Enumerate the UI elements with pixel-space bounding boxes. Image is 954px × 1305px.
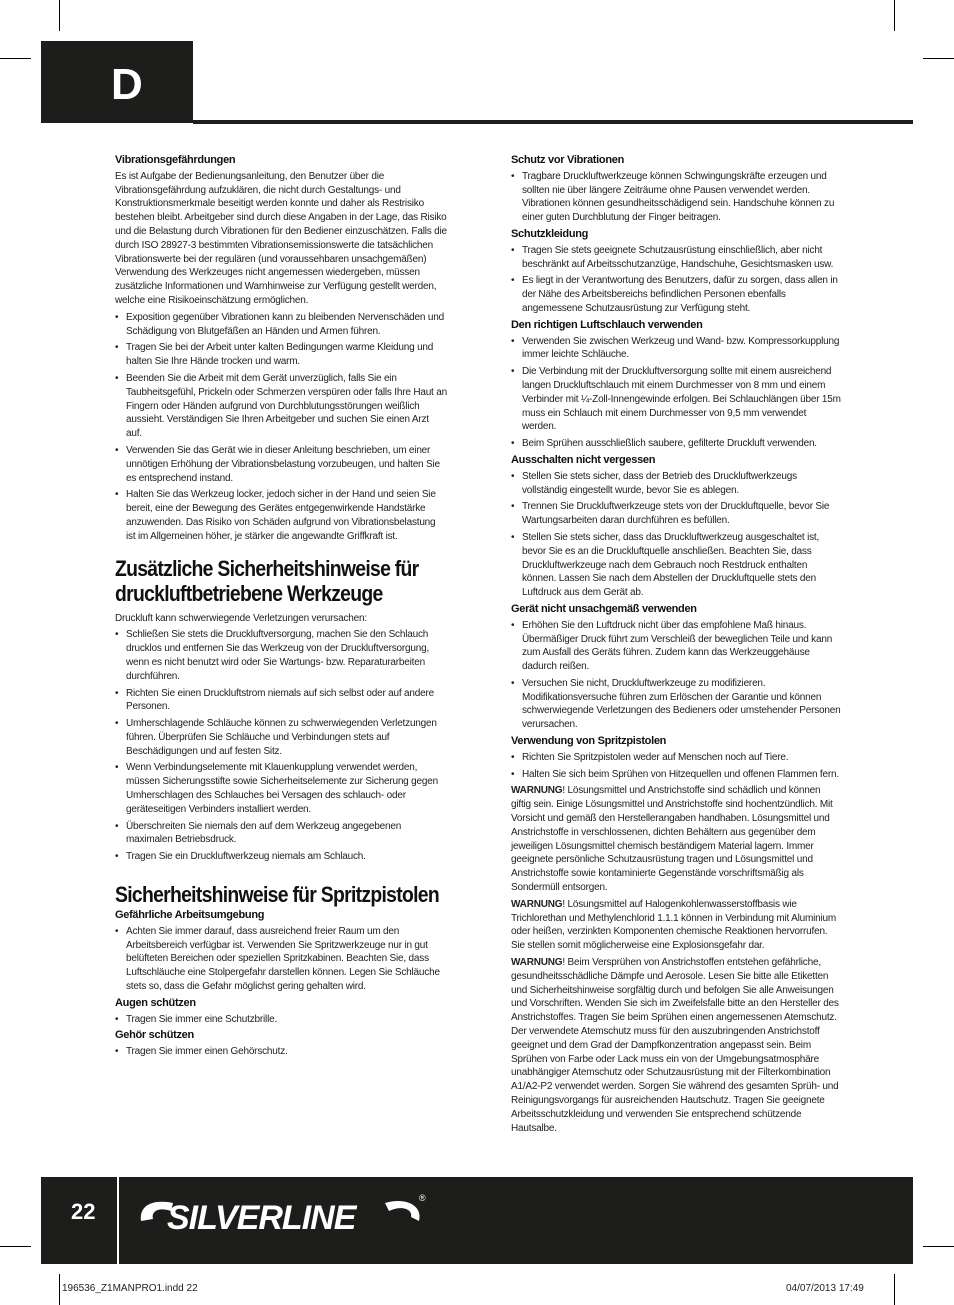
list-item: • Beenden Sie die Arbeit mit dem Gerät unverzüglich, falls Sie ein Taubheitsgefühl, Prickeln oder Schmerzen verspüren oder falls Ihre Haut an Fingern oder Händen aufgrund von Durchblutungsstörungen weißlich aussieht. Verständigen Sie Ihren Arbeitgeber und suchen Sie einen Arzt auf. xyxy=(115,372,447,441)
warning-label: WARNUNG xyxy=(511,898,563,910)
list-item: • Überschreiten Sie niemals den auf dem Werkzeug angegebenen maximalen Betriebsdruck. xyxy=(115,820,447,848)
warning-halogen xyxy=(511,898,841,953)
crop-mark xyxy=(923,58,954,59)
heading-pneumatic-safety: Zusätzliche Sicherheitshinweise für druckluftbetriebene Werkzeuge xyxy=(115,555,419,606)
crop-mark xyxy=(0,58,31,59)
hearing-list xyxy=(115,1045,447,1059)
page-number-box xyxy=(41,1177,117,1264)
date-slug: 04/07/2013 17:49 xyxy=(786,1283,864,1294)
list-item: • Stellen Sie stets sicher, dass der Betrieb des Druckluftwerkzeugs vollständig eingestellt wurde, bevor Sie es ablegen. xyxy=(511,470,841,498)
list-item: • Richten Sie Spritzpistolen weder auf Menschen noch auf Tiere. xyxy=(511,751,841,765)
section-title-vibration-hazards: Vibrationsgefährdungen xyxy=(115,154,236,166)
crop-mark xyxy=(894,1274,895,1305)
crop-mark xyxy=(0,1246,31,1247)
logo-wordmark: SILVERLINE xyxy=(167,1199,356,1237)
section-title-protective-clothing: Schutzkleidung xyxy=(511,227,589,240)
footer-bar xyxy=(41,1177,913,1264)
warning-label: WARNUNG xyxy=(511,957,563,969)
language-tab xyxy=(41,41,193,123)
list-item: • Erhöhen Sie den Luftdruck nicht über das empfohlene Maß hinaus. Übermäßiger Druck führt zum Verschleiß der beweglichen Teile und kann zum Ausfall des Geräts führen. Zudem kann das Werkzeuggehäuse dadurch reißen. xyxy=(511,619,841,674)
section-title-eyes: Augen schützen xyxy=(115,996,196,1009)
heading-spray-gun-safety: Sicherheitshinweise für Spritzpistolen xyxy=(115,882,439,908)
list-item: • Umherschlagende Schläuche können zu schwerwiegenden Verletzungen führen. Überprüfen Sie Schläuche und Verbindungen stets auf Beschädigungen und auf festen Sitz. xyxy=(115,717,447,758)
crop-mark xyxy=(59,1274,60,1305)
file-slug: 196536_Z1MANPRO1.indd 22 xyxy=(62,1283,198,1294)
section-title-air-hose: Den richtigen Luftschlauch verwenden xyxy=(511,318,703,331)
list-item: • Es liegt in der Verantwortung des Benutzers, dafür zu sorgen, dass allen in der Nähe des Arbeitsbereichs befindlichen Personen ebenfalls angemessene Schutzausrüstung zur Verfügung steht. xyxy=(511,274,841,315)
section-title-switch-off: Ausschalten nicht vergessen xyxy=(511,453,656,466)
list-item: • Tragen Sie bei der Arbeit unter kalten Bedingungen warme Kleidung und halten Sie Ihre Hände trocken und warm. xyxy=(115,341,447,369)
right-column xyxy=(511,152,841,1138)
section-title-hearing: Gehör schützen xyxy=(115,1029,194,1042)
list-item: • Tragen Sie stets geeignete Schutzausrüstung einschließlich, aber nicht beschränkt auf Arbeitsschutzanzüge, Handschuhe, Gesichtsmasken usw. xyxy=(511,244,841,272)
pneumatic-list xyxy=(115,628,447,864)
section-title-environment: Gefährliche Arbeitsumgebung xyxy=(115,909,265,922)
list-item: • Wenn Verbindungselemente mit Klauenkupplung verwendet werden, müssen Sicherungsstifte sowie Sicherheitselemente zur Sicherung gegen Umherschlagen des Schlauches bei Versagen des schlauch- oder geräteseitigen Verbinders installiert werden. xyxy=(115,761,447,816)
section-title-vibration-protection: Schutz vor Vibrationen xyxy=(511,154,624,166)
registered-mark: ® xyxy=(419,1193,426,1203)
crop-mark xyxy=(923,1246,954,1247)
list-item: • Tragen Sie immer eine Schutzbrille. xyxy=(115,1013,447,1027)
list-item: • Richten Sie einen Druckluftstrom niemals auf sich selbst oder auf andere Personen. xyxy=(115,687,447,715)
vibration-paragraph: Es ist Aufgabe der Bedienungsanleitung, den Benutzer über die Vibrationsgefährdung aufzuklären, die nicht durch Gestaltungs- und Konstruktionsmerkmale beseitigt werden konnte und daher als Restrisiko bestehen bleibt. Arbeitgeber sind durch diese Angaben in der Lage, das Risiko und die Belastung durch Vibrationen für den Bediener einzuschätzen. Falls die durch ISO 28927-3 bestimmten Vibrationsemissionswerte die tatsächlichen Vibrationswerte bei der regulären (und voraussehbaren unsachgemäßen) Verwendung des Werkzeuges nicht angemessen wiedergeben, müssen zusätzliche Informationen und Warnhinweise zur Verfügung gestellt werden, welche eine Risikoeinschätzung ermöglichen. xyxy=(115,170,447,306)
clothing-list xyxy=(511,244,841,316)
switch-off-list xyxy=(511,470,841,600)
hose-list xyxy=(511,335,841,451)
list-item: • Verwenden Sie das Gerät wie in dieser Anleitung beschrieben, um einer unnötigen Erhöhung der Vibrationsbelastung vorzubeugen, und halten Sie es entsprechend instand. xyxy=(115,444,447,485)
warning-text: ! Beim Versprühen von Anstrichstoffen entstehen gefährliche, gesundheitsschädliche Dämpfe und Aerosole. Lesen Sie bitte alle Etiketten und Sicherheitshinweise sorgfältig durch und befolgen Sie alle Anweisungen und Vorschriften. Wenden Sie sich im Zweifelsfalle bitte an den Hersteller des Anstrichstoffes. Tragen Sie beim Sprühen einen angemessenen Atemschutz. Der verwendete Atemschutz muss für den auszubringenden Anstrichstoff geeignet und dem Grad der Dampfkonzentration angepasst sein. Beim Sprühen von Farbe oder Lack muss ein von der Umgebungsatmosphäre unabhängiger Atemschutz oder Schutzausrüstung mit der Filterkombination A1/A2-P2 verwendet werden. Sorgen Sie während des gesamten Sprüh- und Reinigungsvorgangs für ausreichenden Hautschutz. Tragen Sie geeignete Arbeitsschutzkleidung und verwenden Sie entsprechend schützende Hautsalbe. xyxy=(511,957,839,1134)
crop-mark xyxy=(894,0,895,31)
list-item: • Tragen Sie immer einen Gehörschutz. xyxy=(115,1045,447,1059)
list-item: • Die Verbindung mit der Druckluftversorgung sollte mit einem ausreichend langen Druckluftschlauch mit einem Durchmesser von 8 mm und einem Verbinder mit ¼-Zoll-Innengewinde erfolgen. Bei Schlauchlängen über 15m muss ein Schlauch mit einem Durchmesser von 9,5 mm verwendet werden. xyxy=(511,365,841,434)
spray-gun-list xyxy=(511,751,841,782)
footer-divider xyxy=(117,1177,119,1264)
vibration-list xyxy=(115,311,447,544)
crop-mark xyxy=(59,0,60,31)
pneumatic-intro: Druckluft kann schwerwiegende Verletzungen verursachen: xyxy=(115,612,367,624)
eyes-list xyxy=(115,1013,447,1027)
list-item: • Halten Sie das Werkzeug locker, jedoch sicher in der Hand und seien Sie bereit, eine der Bewegung des Gerätes entgegenwirkende Handstärke anzuwenden. Das Risiko von Schäden aufgrund von Vibrationsbelastung ist im Allgemeinen höher, je stärker die angewandte Griffkraft ist. xyxy=(115,488,447,543)
list-item: • Schließen Sie stets die Druckluftversorgung, machen Sie den Schlauch drucklos und entfernen Sie das Werkzeug von der Druckluftversorgung, wenn es nicht benutzt wird oder Sie Wartungs- bzw. Reparaturarbeiten durchführen. xyxy=(115,628,447,683)
left-column xyxy=(115,152,447,1062)
list-item: • Tragen Sie ein Druckluftwerkzeug niemals am Schlauch. xyxy=(115,850,447,864)
section-title-misuse: Gerät nicht unsachgemäß verwenden xyxy=(511,602,697,615)
silverline-logo xyxy=(133,1187,433,1247)
list-item: • Beim Sprühen ausschließlich saubere, gefilterte Druckluft verwenden. xyxy=(511,437,841,451)
list-item: • Tragbare Druckluftwerkzeuge können Schwingungskräfte erzeugen und sollten nie über längere Zeiträume ohne Pausen verwendet werden. Vibrationen können gesundheitsschädigend sein. Handschuhe können zu einer guten Durchblutung der Finger beitragen. xyxy=(511,170,841,225)
logo-swoosh-right xyxy=(385,1201,420,1221)
environment-list xyxy=(115,925,447,994)
page-number: 22 xyxy=(71,1199,96,1224)
section-title-spray-guns: Verwendung von Spritzpistolen xyxy=(511,735,667,748)
language-code: D xyxy=(111,60,143,109)
misuse-list xyxy=(511,619,841,732)
vibration-protection-list xyxy=(511,170,841,225)
list-item: • Exposition gegenüber Vibrationen kann zu bleibenden Nervenschäden und Schädigung von Blutgefäßen an Händen und Armen führen. xyxy=(115,311,447,339)
warning-fumes xyxy=(511,956,841,1135)
warning-text: ! Lösungsmittel auf Halogenkohlenwasserstoffbasis wie Trichlorethan und Methylenchlorid 1.1.1 können in Verbindung mit Aluminium oder heißen, verzinkten Komponenten chemische Reaktionen hervorrufen. Sie stellen somit möglicherweise eine Explosionsgefahr dar. xyxy=(511,898,837,952)
warning-label: WARNUNG xyxy=(511,785,563,797)
list-item: • Versuchen Sie nicht, Druckluftwerkzeuge zu modifizieren. Modifikationsversuche führen zum Erlöschen der Garantie und können schwerwiegende Verletzungen des Bedieners oder umstehender Personen verursachen. xyxy=(511,677,841,732)
list-item: • Verwenden Sie zwischen Werkzeug und Wand- bzw. Kompressorkupplung immer leichte Schläuche. xyxy=(511,335,841,363)
warning-text: ! Lösungsmittel und Anstrichstoffe sind schädlich und können giftig sein. Einige Lösungsmittel und Anstrichstoffe sind hochentzündlich. Mit Vorsicht und gemäß den Herstellerangaben handhaben. Lösungsmittel und Anstrichstoffe in verschlossenen, dichten Behältern aus gegenüber dem jeweiligen Lösungsmittel chemisch beständigem Material lagern. Immer geeignete persönliche Schutzausrüstung tragen und Lösungsmittel und Anstrichstoffe sowie kontaminierte Gegenstände vorschriftsmäßig als Sondermüll entsorgen. xyxy=(511,785,833,894)
list-item: • Stellen Sie stets sicher, dass das Druckluftwerkzeug ausgeschaltet ist, bevor Sie es an die Druckluftquelle anschließen. Beachten Sie, dass Druckluftwerkzeuge nach dem Gebrauch noch Restdruck enthalten können. Lassen Sie nach dem Abstellen der Druckluftquelle stets den Luftdruck aus dem Gerät ab. xyxy=(511,531,841,600)
header-rule xyxy=(193,120,913,124)
warning-solvents xyxy=(511,784,841,894)
list-item: • Achten Sie immer darauf, dass ausreichend freier Raum um den Arbeitsbereich verfügbar ist. Verwenden Sie Spritzwerkzeuge nur in gut belüfteten Bereichen oder speziellen Spritzkabinen. Beachten Sie, dass Luftschläuche eine Stolpergefahr darstellen können. Legen Sie Schläuche stets so, dass die Gefahr möglichst gering gehalten wird. xyxy=(115,925,447,994)
list-item: • Halten Sie sich beim Sprühen von Hitzequellen und offenen Flammen fern. xyxy=(511,768,841,782)
list-item: • Trennen Sie Druckluftwerkzeuge stets von der Druckluftquelle, bevor Sie Wartungsarbeiten daran durchführen es befüllen. xyxy=(511,500,841,528)
